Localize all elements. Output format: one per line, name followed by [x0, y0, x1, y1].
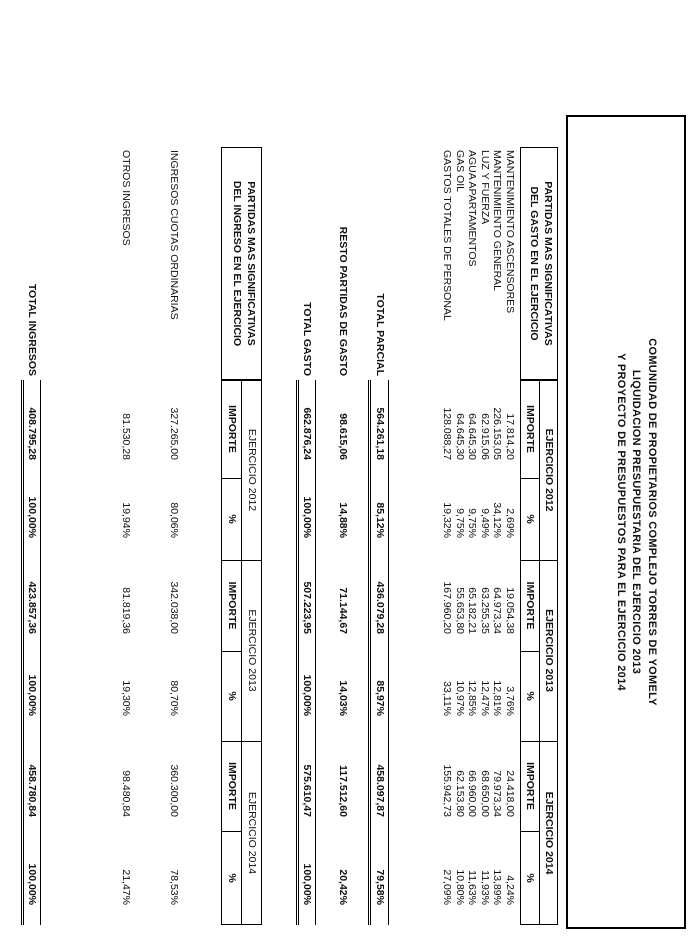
total-ingresos-label: TOTAL INGRESOS [26, 283, 38, 376]
gastos-row-pct-2012: 34,12% [491, 502, 504, 538]
gastos-row-pct-2012: 2,69% [504, 508, 516, 538]
gastos-row-pct-2014: 10,80% [454, 869, 466, 905]
resto-partidas-pct-2012: 14,88% [337, 502, 349, 538]
gastos-row-pct-2013: 12,47% [479, 680, 491, 716]
total-gasto-pct-2013: 100,00% [301, 674, 313, 716]
total-ingresos-importe-2014: 458.780,84 [26, 764, 38, 817]
ingresos-importe-header: IMPORTE [226, 581, 238, 630]
gastos-row-importe-2013: 19.054,38 [504, 587, 516, 634]
ingresos-row-importe-2012: 327.265,00 [168, 407, 180, 460]
resto-partidas-pct-2013: 14,03% [337, 680, 349, 716]
gastos-row-pct-2013: 33,11% [441, 681, 454, 716]
total-gasto-label: TOTAL GASTO [301, 302, 313, 376]
resto-partidas-importe-2014: 117.512,60 [337, 765, 349, 817]
ingresos-row-importe-2013: 342.038,00 [168, 581, 180, 634]
ingresos-row-pct-2012: 80,06% [168, 502, 180, 538]
gastos-row-importe-2014: 79.973,34 [491, 770, 504, 817]
gastos-col-label-2: DEL GASTO EN EL EJERCICIO [528, 186, 540, 341]
total-parcial-label: TOTAL PARCIAL [374, 293, 386, 376]
gastos-row-importe-2013: 64.973,34 [491, 587, 504, 634]
ingresos-pct-header: % [226, 691, 238, 701]
total-gasto-pct-2014: 100,00% [301, 863, 313, 905]
gastos-year-2012: EJERCICIO 2012 [543, 428, 555, 512]
gastos-row-pct-2012: 9,75% [454, 508, 466, 538]
total-parcial-importe-2013: 436.079,28 [374, 581, 386, 634]
ingresos-row-importe-2014: 360.300,00 [168, 764, 180, 817]
gastos-row-importe-2014: 66.960,00 [466, 770, 479, 817]
total-parcial-pct-2013: 85,97% [374, 680, 386, 716]
gastos-row-pct-2013: 12,85% [466, 680, 479, 716]
gastos-total-double-rule [296, 380, 299, 925]
gastos-total-rule [315, 380, 316, 925]
gastos-row-importe-2013: 167.960,20 [441, 581, 454, 634]
gastos-row-pct-2014: 27,09% [441, 869, 454, 905]
resto-partidas-importe-2012: 98.615,06 [337, 413, 349, 460]
gastos-row-importe-2014: 62.153,80 [454, 770, 466, 817]
header-title: COMUNIDAD DE PROPIETARIOS COMPLEJO TORRES DE YOMELY [646, 338, 658, 706]
ingresos-pct-header: % [226, 873, 238, 883]
total-ingresos-importe-2013: 423.857,36 [26, 581, 38, 634]
total-ingresos-pct-2013: 100,00% [26, 674, 38, 716]
gastos-row-label: GAS OIL [454, 150, 466, 193]
gastos-row-label: AGUA APARTAMENTOS [466, 150, 479, 267]
gastos-year-2014: EJERCICIO 2014 [543, 791, 555, 875]
gastos-row-pct-2012: 9,75% [466, 508, 479, 538]
total-ingresos-importe-2012: 408.795,28 [26, 407, 38, 460]
total-gasto-pct-2012: 100,00% [301, 496, 313, 538]
gastos-row-importe-2012: 226.153,05 [491, 407, 504, 460]
total-parcial-importe-2012: 564.261,18 [374, 407, 386, 460]
gastos-row-importe-2012: 64.645,30 [454, 413, 466, 460]
gastos-row-importe-2012: 62.915,06 [479, 413, 491, 460]
resto-partidas-pct-2014: 20,42% [337, 869, 349, 905]
gastos-col-label-1: PARTIDAS MAS SIGNIFICATIVAS [542, 181, 554, 346]
header-subtitle-2: Y PROYECTO DE PRESUPUESTOS PARA EL EJERCICIO 2014 [615, 353, 627, 691]
gastos-row-importe-2014: 24.418,00 [504, 770, 516, 817]
gastos-importe-header: IMPORTE [524, 762, 536, 810]
total-ingresos-pct-2014: 100,00% [26, 863, 38, 905]
gastos-row-pct-2014: 11,93% [479, 870, 491, 905]
gastos-row-pct-2013: 10,97% [454, 680, 466, 716]
ingresos-importe-header: IMPORTE [226, 405, 238, 453]
ingresos-row-pct-2013: 80,70% [168, 680, 180, 716]
gastos-subtotal-rule [388, 380, 389, 925]
ingresos-total-rule [40, 380, 41, 925]
gastos-row-importe-2012: 128.088,27 [441, 407, 454, 460]
ingresos-row-label: INGRESOS CUOTAS ORDINARIAS [168, 150, 180, 320]
gastos-row-importe-2013: 63.255,35 [479, 587, 491, 634]
ingresos-row-pct-2014: 21,47% [120, 869, 132, 905]
total-parcial-pct-2012: 85,12% [374, 502, 386, 538]
gastos-row-importe-2012: 64.645,30 [466, 413, 479, 460]
total-gasto-importe-2013: 507.223,95 [301, 581, 313, 634]
gastos-importe-header: IMPORTE [524, 405, 536, 453]
ingresos-total-double-rule [21, 380, 24, 925]
gastos-row-pct-2014: 13,89% [491, 869, 504, 905]
ingresos-row-label: OTROS INGRESOS [120, 150, 132, 246]
header-subtitle: LIQUIDACION PRESUPUESTARIA DEL EJERCICIO 2013 [630, 369, 642, 675]
resto-partidas-label: RESTO PARTIDAS DE GASTO [337, 226, 349, 376]
gastos-row-importe-2013: 65.182,21 [466, 587, 479, 634]
gastos-pct-header: % [524, 873, 536, 883]
ingresos-importe-header: IMPORTE [226, 762, 238, 810]
ingresos-header-divider [241, 380, 242, 925]
gastos-row-importe-2014: 68.650,00 [479, 770, 491, 817]
ingresos-row-importe-2014: 98.480,84 [120, 770, 132, 817]
gastos-row-pct-2014: 11,63% [466, 870, 479, 905]
gastos-row-importe-2014: 155.942,73 [441, 764, 454, 817]
ingresos-pct-header: % [226, 514, 238, 524]
gastos-row-label: MANTENIMIENTO GENERAL [491, 150, 504, 291]
total-parcial-pct-2014: 79,58% [374, 869, 386, 905]
gastos-row-pct-2012: 9,49% [479, 508, 491, 538]
total-gasto-importe-2012: 662.876,24 [301, 407, 313, 460]
ingresos-row-importe-2012: 81.530,28 [120, 413, 132, 460]
ingresos-row-pct-2012: 19,94% [120, 502, 132, 538]
resto-partidas-importe-2013: 71.144,67 [337, 587, 349, 634]
gastos-row-importe-2012: 17.814,20 [504, 413, 516, 460]
ingresos-year-2014: EJERCICIO 2014 [246, 791, 258, 875]
ingresos-row-importe-2013: 81.819,36 [120, 587, 132, 634]
ingresos-col-label-2: DEL INGRESO EN EL EJERCICIO [231, 180, 243, 347]
ingresos-col-label-1: PARTIDAS MAS SIGNIFICATIVAS [245, 181, 257, 346]
gastos-row-pct-2014: 4,24% [504, 875, 516, 905]
gastos-row-label: GASTOS TOTALES DE PERSONAL [441, 150, 454, 321]
gastos-subtotal-double-rule [368, 380, 371, 925]
gastos-row-pct-2012: 19,32% [441, 502, 454, 538]
gastos-pct-header: % [524, 691, 536, 701]
ingresos-year-2012: EJERCICIO 2012 [246, 428, 258, 512]
gastos-row-label: MANTENIMIENTO ASCENSORES [504, 150, 516, 314]
gastos-year-2013: EJERCICIO 2013 [543, 609, 555, 692]
total-parcial-importe-2014: 458.097,87 [374, 764, 386, 817]
gastos-row-label: LUZ Y FUERZA [479, 150, 491, 225]
ingresos-year-2013: EJERCICIO 2013 [246, 609, 258, 692]
gastos-pct-header: % [524, 514, 536, 524]
ingresos-row-pct-2013: 19,30% [120, 680, 132, 716]
ingresos-row-pct-2014: 78,53% [168, 869, 180, 905]
gastos-row-importe-2013: 55.653,80 [454, 587, 466, 634]
gastos-row-pct-2013: 12,81% [491, 680, 504, 716]
gastos-header-divider [539, 380, 540, 925]
gastos-importe-header: IMPORTE [524, 581, 536, 630]
total-gasto-importe-2014: 575.610,47 [301, 764, 313, 817]
header-box [566, 115, 686, 929]
total-ingresos-pct-2012: 100,00% [26, 496, 38, 538]
gastos-row-pct-2013: 3,76% [504, 686, 516, 716]
